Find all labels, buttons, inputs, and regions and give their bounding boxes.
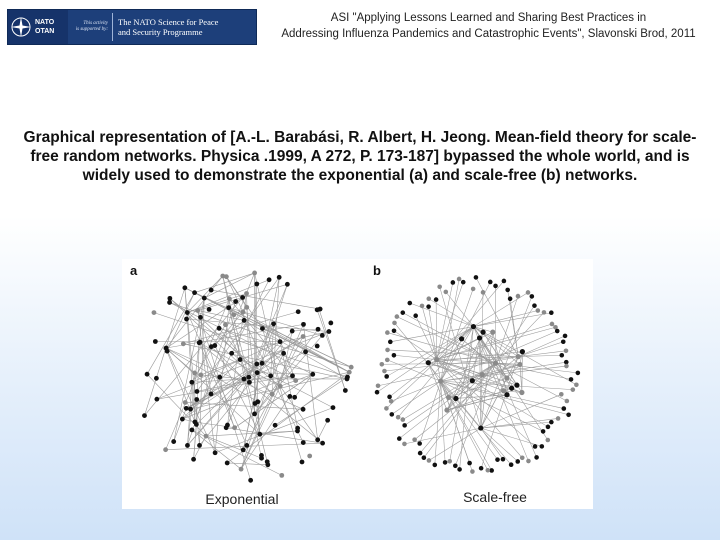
network-node xyxy=(561,339,566,344)
network-node xyxy=(152,310,157,315)
network-node xyxy=(301,334,306,339)
network-node xyxy=(505,288,510,293)
network-node xyxy=(530,294,535,299)
nato-sps-banner xyxy=(7,9,257,45)
network-node xyxy=(536,308,541,313)
network-node xyxy=(457,277,462,282)
network-node xyxy=(268,373,273,378)
network-node xyxy=(259,456,264,461)
network-node xyxy=(185,443,190,448)
network-node xyxy=(526,290,531,295)
network-node xyxy=(163,447,168,452)
network-hub-node xyxy=(490,330,495,335)
network-node xyxy=(198,315,203,320)
network-node xyxy=(316,327,321,332)
network-node xyxy=(413,313,418,318)
network-node xyxy=(270,392,275,397)
network-hub-node xyxy=(480,372,485,377)
network-node xyxy=(542,310,547,315)
network-figure xyxy=(122,259,593,509)
network-hub-node xyxy=(509,386,514,391)
network-node xyxy=(301,322,306,327)
network-node xyxy=(182,285,187,290)
network-node xyxy=(320,333,325,338)
network-node xyxy=(277,275,282,280)
network-node xyxy=(296,309,301,314)
network-node xyxy=(244,291,249,296)
support-line-1: This activity xyxy=(83,21,108,26)
network-node xyxy=(301,407,306,412)
network-node xyxy=(389,399,394,404)
network-node xyxy=(502,279,507,284)
network-node xyxy=(541,429,546,434)
network-node xyxy=(451,280,456,285)
network-node xyxy=(412,437,417,442)
panel-a-letter: a xyxy=(130,263,138,278)
network-node xyxy=(561,406,566,411)
network-node xyxy=(493,284,498,289)
network-hub-node xyxy=(426,360,431,365)
network-node xyxy=(485,468,490,473)
network-hub-node xyxy=(478,425,483,430)
network-node xyxy=(400,417,405,422)
network-node xyxy=(325,418,330,423)
network-node xyxy=(199,373,204,378)
network-node xyxy=(479,466,484,471)
network-node xyxy=(244,305,249,310)
network-node xyxy=(295,426,300,431)
network-node xyxy=(255,370,260,375)
network-node xyxy=(242,377,247,382)
network-node xyxy=(574,382,579,387)
network-edge xyxy=(496,363,537,457)
network-node xyxy=(224,425,229,430)
network-node xyxy=(576,371,581,376)
network-node xyxy=(188,407,193,412)
network-hub-node xyxy=(480,330,485,335)
network-node xyxy=(204,434,209,439)
network-node xyxy=(470,469,475,474)
network-hub-node xyxy=(504,392,509,397)
network-hub-node xyxy=(519,390,524,395)
network-node xyxy=(397,436,402,441)
network-node xyxy=(194,397,199,402)
network-node xyxy=(532,303,537,308)
network-hub-node xyxy=(514,383,519,388)
network-node xyxy=(533,444,538,449)
support-line-2: is supported by: xyxy=(75,27,108,32)
network-node xyxy=(516,294,521,299)
network-hub-node xyxy=(434,357,439,362)
network-node xyxy=(181,341,186,346)
programme-text xyxy=(113,17,218,37)
network-node xyxy=(197,443,202,448)
network-node xyxy=(545,438,550,443)
network-node xyxy=(184,317,189,322)
network-node xyxy=(331,405,336,410)
programme-line-2: and Security Programme xyxy=(118,27,203,37)
network-hub-node xyxy=(470,378,475,383)
network-node xyxy=(420,304,425,309)
network-node xyxy=(520,455,525,460)
network-node xyxy=(327,329,332,334)
event-caption xyxy=(266,10,711,42)
network-node xyxy=(217,326,222,331)
network-hub-node xyxy=(446,395,451,400)
network-hub-node xyxy=(438,379,443,384)
panel-b-caption: Scale-free xyxy=(463,489,527,505)
network-node xyxy=(392,328,397,333)
network-node xyxy=(540,444,545,449)
support-text xyxy=(68,21,112,33)
network-edge xyxy=(382,363,496,364)
network-node xyxy=(189,380,194,385)
network-node xyxy=(145,372,150,377)
network-node xyxy=(380,362,385,367)
network-hub-node xyxy=(493,361,498,366)
network-node xyxy=(227,296,232,301)
network-node xyxy=(185,310,190,315)
network-hub-node xyxy=(504,375,509,380)
network-node xyxy=(501,457,506,462)
network-node xyxy=(232,425,237,430)
network-edge xyxy=(441,381,445,462)
programme-line-1: The NATO Science for Peace xyxy=(118,17,219,27)
network-node xyxy=(238,357,243,362)
network-node xyxy=(559,353,564,358)
network-node xyxy=(426,304,431,309)
network-node xyxy=(382,369,387,374)
network-edge xyxy=(473,311,537,327)
network-edge xyxy=(481,428,503,459)
network-node xyxy=(443,290,448,295)
network-node xyxy=(281,351,286,356)
network-edge xyxy=(420,381,441,443)
network-node xyxy=(247,380,252,385)
network-node xyxy=(392,321,397,326)
network-node xyxy=(300,460,305,465)
network-hub-node xyxy=(453,396,458,401)
network-edge xyxy=(481,422,552,428)
network-hub-node xyxy=(520,349,525,354)
network-node xyxy=(180,417,185,422)
nato-compass-star-icon xyxy=(10,16,32,38)
network-node xyxy=(190,428,195,433)
network-node xyxy=(447,459,452,464)
network-node xyxy=(240,295,245,300)
network-node xyxy=(254,362,259,367)
network-node xyxy=(396,415,401,420)
network-node xyxy=(402,442,407,447)
network-hub-node xyxy=(517,362,522,367)
network-node xyxy=(253,401,258,406)
network-node xyxy=(260,326,265,331)
network-node xyxy=(509,462,514,467)
event-caption-line-1: ASI "Applying Lessons Learned and Sharing Best Practices in xyxy=(330,12,647,24)
network-node xyxy=(241,310,246,315)
network-node xyxy=(191,457,196,462)
network-node xyxy=(343,388,348,393)
network-node xyxy=(385,348,390,353)
network-node xyxy=(471,287,476,292)
network-edge xyxy=(318,420,328,440)
network-node xyxy=(265,459,270,464)
network-node xyxy=(315,437,320,442)
network-node xyxy=(384,374,389,379)
network-node xyxy=(402,423,407,428)
network-node xyxy=(194,422,199,427)
network-node xyxy=(244,443,249,448)
network-node xyxy=(569,377,574,382)
network-node xyxy=(229,351,234,356)
network-node xyxy=(142,413,147,418)
network-node xyxy=(515,459,520,464)
network-node xyxy=(267,277,272,282)
network-hub-node xyxy=(501,388,506,393)
network-node xyxy=(225,461,230,466)
network-node xyxy=(565,399,570,404)
network-hub-node xyxy=(477,335,482,340)
network-node xyxy=(231,312,236,317)
network-node xyxy=(241,447,246,452)
network-node xyxy=(257,432,262,437)
network-node xyxy=(213,450,218,455)
network-edge xyxy=(518,342,563,357)
network-node xyxy=(285,282,290,287)
network-node xyxy=(207,307,212,312)
network-edge xyxy=(147,293,194,375)
network-node xyxy=(426,296,431,301)
otan-name: OTAN xyxy=(35,28,55,35)
network-node xyxy=(254,282,259,287)
network-node xyxy=(481,290,486,295)
network-edge xyxy=(481,428,518,461)
network-node xyxy=(248,478,253,483)
network-node xyxy=(167,300,172,305)
network-node xyxy=(407,301,412,306)
network-node xyxy=(526,459,531,464)
network-node xyxy=(422,455,427,460)
network-node xyxy=(375,390,380,395)
network-node xyxy=(347,370,352,375)
network-node xyxy=(388,340,393,345)
network-node xyxy=(427,458,432,463)
network-node xyxy=(246,375,251,380)
network-node xyxy=(154,397,159,402)
event-caption-line-2: Addressing Influenza Pandemics and Catastrophic Events", Slavonski Brod, 2011 xyxy=(281,28,696,40)
network-node xyxy=(488,280,493,285)
network-node xyxy=(260,361,265,366)
nato-logo xyxy=(8,10,68,44)
network-node xyxy=(292,395,297,400)
network-node xyxy=(195,308,200,313)
network-node xyxy=(165,349,170,354)
network-node xyxy=(563,334,568,339)
network-node xyxy=(549,420,554,425)
network-node xyxy=(252,271,257,276)
network-node xyxy=(453,463,458,468)
network-node xyxy=(461,280,466,285)
network-node xyxy=(434,297,439,302)
network-node xyxy=(564,364,569,369)
network-node xyxy=(437,284,442,289)
network-node xyxy=(154,376,159,381)
network-node xyxy=(303,349,308,354)
network-node xyxy=(417,441,422,446)
network-hub-node xyxy=(444,407,449,412)
network-node xyxy=(212,343,217,348)
scale-free-network-panel xyxy=(375,275,580,474)
network-node xyxy=(385,330,390,335)
network-node xyxy=(220,274,225,279)
network-diagrams xyxy=(122,259,593,509)
network-node xyxy=(273,423,278,428)
network-node xyxy=(209,391,214,396)
network-edge xyxy=(447,332,483,410)
network-node xyxy=(183,400,188,405)
network-node xyxy=(278,384,283,389)
network-node xyxy=(508,296,513,301)
network-node xyxy=(555,329,560,334)
network-node xyxy=(271,321,276,326)
panel-b-letter: b xyxy=(373,263,381,278)
network-node xyxy=(217,375,222,380)
network-node xyxy=(233,299,238,304)
network-hub-node xyxy=(471,324,476,329)
network-node xyxy=(432,463,437,468)
network-node xyxy=(184,406,189,411)
network-node xyxy=(534,455,539,460)
network-node xyxy=(239,467,244,472)
network-node xyxy=(392,353,397,358)
network-node xyxy=(556,416,561,421)
network-node xyxy=(495,457,500,462)
network-node xyxy=(349,365,354,370)
network-node xyxy=(290,373,295,378)
network-hub-node xyxy=(459,336,464,341)
network-node xyxy=(376,383,381,388)
network-node xyxy=(564,348,569,353)
network-node xyxy=(202,296,207,301)
network-node xyxy=(395,314,400,319)
network-node xyxy=(310,372,315,377)
network-edge xyxy=(436,300,437,360)
network-node xyxy=(315,307,320,312)
network-node xyxy=(387,395,392,400)
network-node xyxy=(315,344,320,349)
network-node xyxy=(226,305,231,310)
network-node xyxy=(198,340,203,345)
network-edge xyxy=(481,428,542,446)
network-edge xyxy=(166,276,223,348)
network-node xyxy=(328,321,333,326)
network-node xyxy=(287,394,292,399)
network-node xyxy=(400,310,405,315)
network-node xyxy=(171,439,176,444)
network-node xyxy=(194,389,199,394)
network-edge xyxy=(227,463,268,465)
network-node xyxy=(474,275,479,280)
panel-a-caption: Exponential xyxy=(205,491,279,507)
network-node xyxy=(559,392,564,397)
slide-title: Graphical representation of [A.-L. Barabási, R. Albert, H. Jeong. Mean-field theory for scale-free random networks. Physica .1999, A 272, P. 173-187] bypassed the whole world, and is widely used to demonstrate the exponential (a) and scale-free (b) networks. xyxy=(23,129,697,184)
network-node xyxy=(301,440,306,445)
network-node xyxy=(457,467,462,472)
network-node xyxy=(153,339,158,344)
network-node xyxy=(345,377,350,382)
network-node xyxy=(566,412,571,417)
network-node xyxy=(293,378,298,383)
network-node xyxy=(443,460,448,465)
network-node xyxy=(192,290,197,295)
network-node xyxy=(209,288,214,293)
network-node xyxy=(223,322,228,327)
network-edge xyxy=(394,331,437,360)
network-node xyxy=(278,339,283,344)
network-node xyxy=(418,451,423,456)
network-node xyxy=(290,329,295,334)
network-node xyxy=(252,411,257,416)
network-node xyxy=(242,318,247,323)
network-node xyxy=(279,473,284,478)
network-node xyxy=(571,387,576,392)
network-node xyxy=(307,454,312,459)
network-node xyxy=(550,322,555,327)
network-node xyxy=(320,441,325,446)
network-node xyxy=(549,310,554,315)
exponential-network-panel xyxy=(142,271,354,483)
network-node xyxy=(385,358,390,363)
network-node xyxy=(467,461,472,466)
network-hub-node xyxy=(516,354,521,359)
network-node xyxy=(192,371,197,376)
network-edge xyxy=(424,363,496,457)
network-node xyxy=(389,412,394,417)
network-node xyxy=(546,425,551,430)
nato-name: NATO xyxy=(35,19,55,26)
network-node xyxy=(384,406,389,411)
